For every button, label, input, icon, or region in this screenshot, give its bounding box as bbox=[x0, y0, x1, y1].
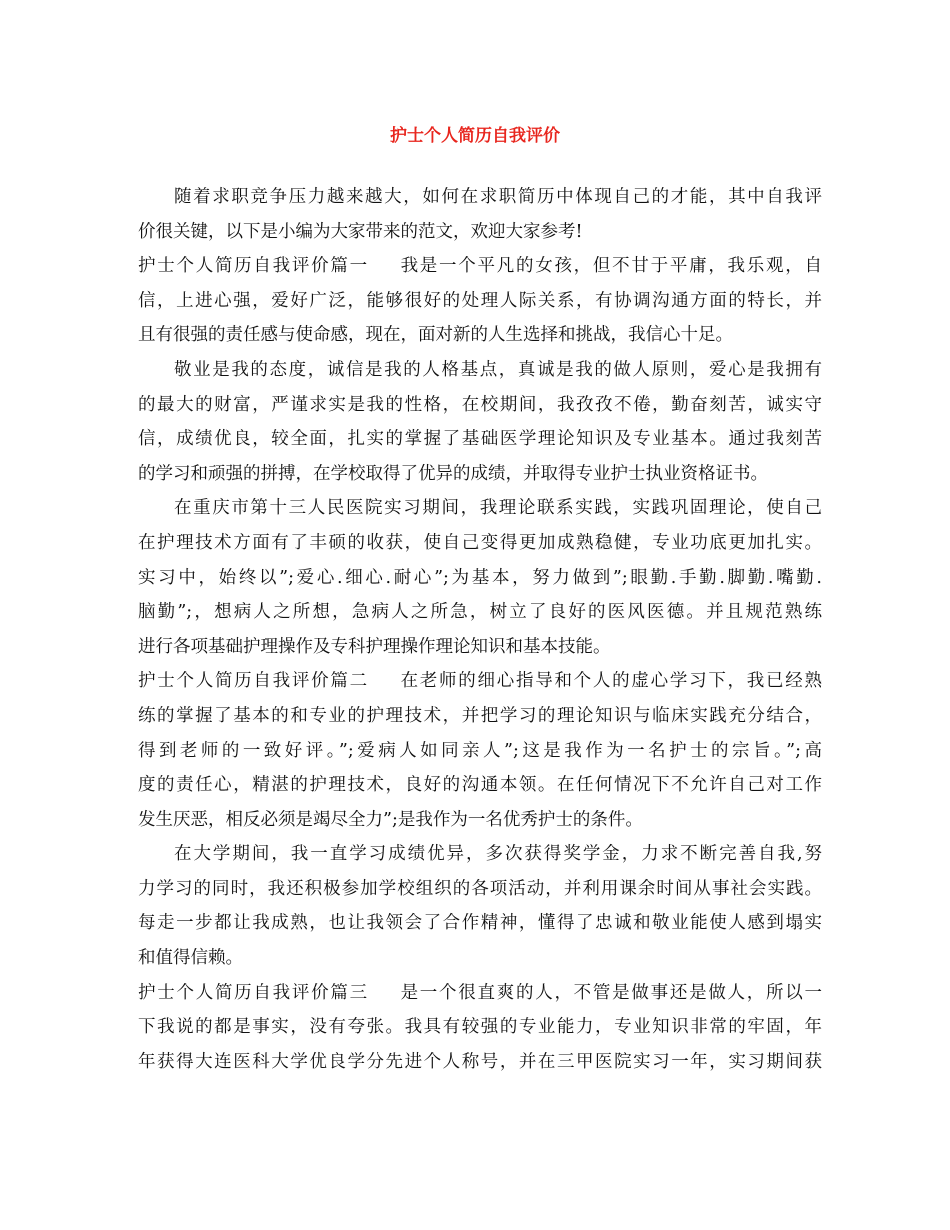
text-segment: 在老师的细心指导和个人的虚心学习下，我已经熟 bbox=[398, 671, 822, 692]
document-body bbox=[138, 180, 822, 1079]
text-line: 力学习的同时，我还积极参加学校组织的各项活动，并利用课余时间从事社会实践。 bbox=[138, 878, 822, 899]
text-line: 的最大的财富，严谨求实是我的性格，在校期间，我孜孜不倦，勤奋刻苦，诚实守 bbox=[138, 394, 822, 415]
text-segment: 是一个很直爽的人，不管是做事还是做人，所以一 bbox=[398, 982, 822, 1003]
text-line: 下我说的都是事实，没有夸张。我具有较强的专业能力，专业知识非常的牢固，年 bbox=[138, 1017, 822, 1038]
text-line: 度的责任心，精湛的护理技术，良好的沟通本领。在任何情况下不允许自己对工作 bbox=[138, 775, 822, 796]
section-heading: 护士个人简历自我评价篇二 bbox=[138, 671, 369, 692]
text-line: 每走一步都让我成熟，也让我领会了合作精神，懂得了忠诚和敬业能使人感到塌实 bbox=[138, 913, 822, 934]
section-heading: 护士个人简历自我评价篇一 bbox=[138, 256, 369, 277]
section-heading: 护士个人简历自我评价篇三 bbox=[138, 982, 369, 1003]
section-heading-line bbox=[138, 249, 822, 284]
text-line: 敬业是我的态度，诚信是我的人格基点，真诚是我的做人原则，爱心是我拥有 bbox=[174, 359, 822, 380]
text-line: 进行各项基础护理操作及专科护理操作理论知识和基本技能。 bbox=[138, 636, 611, 657]
section-heading-line bbox=[138, 664, 822, 699]
text-segment: 我是一个平凡的女孩，但不甘于平庸，我乐观，自 bbox=[398, 256, 822, 277]
text-line: 的学习和顽强的拼搏，在学校取得了优异的成绩，并取得专业护士执业资格证书。 bbox=[138, 463, 768, 484]
text-line: 年获得大连医科大学优良学分先进个人称号，并在三甲医院实习一年，实习期间获 bbox=[138, 1051, 822, 1072]
text-line: 发生厌恶，相反必须是竭尽全力”;是我作为一名优秀护士的条件。 bbox=[138, 809, 643, 830]
text-line: 且有很强的责任感与使命感，现在，面对新的人生选择和挑战，我信心十足。 bbox=[138, 325, 733, 346]
text-line: 脑勤”;，想病人之所想，急病人之所急，树立了良好的医风医德。并且规范熟练 bbox=[138, 602, 822, 623]
text-line: 信，成绩优良，较全面，扎实的掌握了基础医学理论知识及专业基本。通过我刻苦 bbox=[138, 429, 822, 450]
section-heading-line bbox=[138, 976, 822, 1011]
text-line: 得到老师的一致好评。”;爱病人如同亲人”;这是我作为一名护士的宗旨。”;高 bbox=[138, 740, 822, 761]
text-line: 实习中，始终以”;爱心.细心.耐心”;为基本，努力做到”;眼勤.手勤.脚勤.嘴勤. bbox=[138, 567, 822, 588]
text-line: 随着求职竞争压力越来越大，如何在求职简历中体现自己的才能，其中自我评 bbox=[174, 187, 822, 207]
text-line: 在大学期间，我一直学习成绩优异，多次获得奖学金，力求不断完善自我,努 bbox=[174, 844, 822, 865]
text-line: 价很关键，以下是小编为大家带来的范文，欢迎大家参考! bbox=[138, 221, 583, 242]
text-line: 在重庆市第十三人民医院实习期间，我理论联系实践，实践巩固理论，使自己 bbox=[174, 498, 822, 519]
document-title: 护士个人简历自我评价 bbox=[390, 126, 560, 146]
text-line: 在护理技术方面有了丰硕的收获，使自己变得更加成熟稳健，专业功底更加扎实。 bbox=[138, 532, 822, 553]
text-line: 练的掌握了基本的和专业的护理技术，并把学习的理论知识与临床实践充分结合， bbox=[138, 705, 822, 726]
text-line: 和值得信赖。 bbox=[138, 948, 243, 969]
text-line: 信，上进心强，爱好广泛，能够很好的处理人际关系，有协调沟通方面的特长，并 bbox=[138, 290, 822, 311]
